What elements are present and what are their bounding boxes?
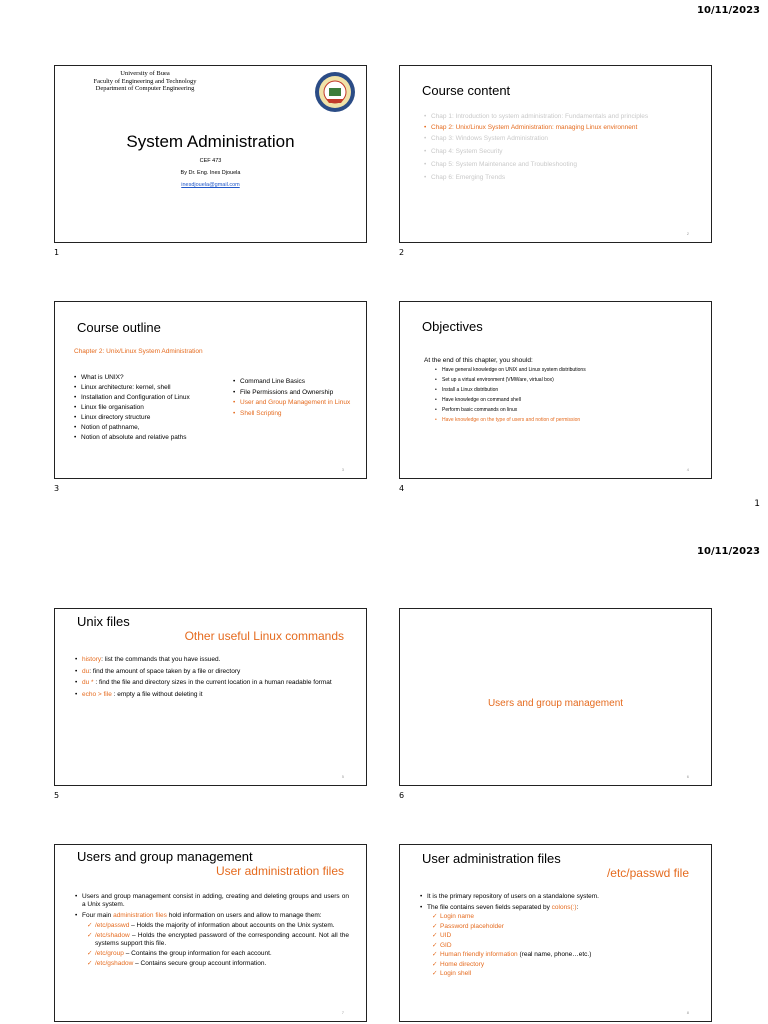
slide-body: [75, 893, 349, 968]
list-item: • Linux architecture: kernel, shell: [74, 383, 234, 393]
slide-5-unix-files[interactable]: [54, 608, 367, 786]
fields-list: [420, 912, 694, 979]
command-desc: : list the commands that you have issued.: [101, 656, 221, 663]
slide-3-course-outline[interactable]: [54, 301, 367, 479]
paragraph: • It is the primary repository of users on a standalone system.: [420, 892, 694, 901]
file-desc: – Contains the group information for each account.: [123, 950, 272, 957]
list-item: • Chap 2: Unix/Linux System Administration: managing Linux environnent: [424, 124, 694, 132]
field-name: GID: [440, 941, 452, 949]
slide-subtitle: /etc/passwd file: [606, 866, 689, 880]
list-item: • Installation and Configuration of Linux: [74, 393, 234, 403]
faculty-name: Faculty of Engineering and Technology: [93, 77, 197, 85]
file-desc: – Holds the encrypted password of the corresponding account. Not all the systems support this file.: [95, 932, 349, 947]
field-name: Home directory: [440, 960, 485, 968]
slide-number: 5: [54, 791, 60, 800]
email-link[interactable]: inesdjouela@gmail.com: [181, 182, 240, 188]
list-item: [87, 960, 349, 968]
list-item: [87, 922, 349, 930]
list-item: [75, 656, 347, 665]
list-item: [432, 922, 694, 932]
list-item: • Chap 3: Windows System Administration: [424, 135, 694, 143]
slide-subtitle: Other useful Linux commands: [184, 629, 344, 643]
slide-footer-number: 2: [686, 231, 689, 236]
list-item: [75, 679, 347, 688]
field-name: UID: [440, 932, 452, 939]
slide-4-objectives[interactable]: [399, 301, 712, 479]
command-desc: : empty a file without deleting it: [111, 690, 203, 698]
file-path: /etc/passwd: [95, 922, 130, 929]
file-desc: – Holds the majority of information about accounts on the Unix system.: [129, 922, 335, 929]
list-item: • Linux file organisation: [74, 403, 234, 413]
list-item: [432, 912, 694, 922]
list-item: [87, 932, 349, 948]
list-item: [432, 931, 694, 941]
file-path: /etc/group: [95, 950, 124, 957]
slide-footer-number: 6: [686, 774, 689, 779]
file-desc: – Contains secure group account information.: [133, 960, 267, 967]
slide-body: [420, 892, 694, 979]
list-item: [432, 960, 694, 970]
slide-8-passwd-file[interactable]: [399, 844, 712, 1022]
course-code: CEF 473: [199, 158, 222, 164]
list-item: • Have knowledge on the type of users and notion of permission: [435, 417, 705, 424]
text-span: The file contains seven fields separated by: [427, 904, 552, 911]
list-item: • Command Line Basics: [233, 378, 365, 387]
list-item: • Chap 1: Introduction to system administration: Fundamentals and principles: [424, 113, 694, 121]
page-number: 1: [754, 499, 760, 509]
objectives-list: [435, 367, 705, 424]
outline-left-list: [74, 373, 234, 443]
text-span: hold information on users and allow to manage them:: [166, 912, 322, 919]
section-title: Users and group management: [487, 698, 624, 709]
slide-number: 3: [54, 484, 60, 493]
paragraph: [420, 903, 694, 912]
list-item: • Set up a virtual environment (VMWare, virtual box): [435, 377, 705, 384]
files-list: [75, 922, 349, 968]
slide-7-users-groups[interactable]: [54, 844, 367, 1022]
command-name: history: [82, 656, 102, 663]
slide-title: User administration files: [422, 851, 561, 866]
list-item: • Shell Scripting: [233, 410, 365, 419]
slide-footer-number: 5: [341, 774, 344, 779]
slide-title: Course outline: [77, 320, 161, 335]
list-item: • Linux directory structure: [74, 413, 234, 423]
list-item: • What is UNIX?: [74, 373, 234, 383]
command-name: du: [82, 667, 90, 675]
list-item: [432, 941, 694, 951]
chapter-list: [424, 113, 694, 182]
field-name: Password placeholder: [440, 922, 504, 930]
list-item: [432, 969, 694, 979]
field-note: (real name, phone…etc.): [517, 951, 592, 958]
list-item: • Have general knowledge on UNIX and Linux system distributions: [435, 367, 705, 374]
field-name: Login name: [440, 913, 474, 920]
slide-title: System Administration: [126, 132, 295, 151]
file-path: /etc/gshadow: [95, 960, 134, 967]
author: By Dr. Eng. Ines Djouela: [180, 170, 241, 176]
outline-right-list: [233, 378, 365, 418]
list-item: • Install a Linux distribution: [435, 387, 705, 394]
list-item: • Have knowledge on command shell: [435, 397, 705, 404]
list-item: [87, 950, 349, 958]
slide-6-section-title[interactable]: [399, 608, 712, 786]
slide-title: Unix files: [77, 614, 130, 629]
command-desc: : find the amount of space taken by a file or directory: [89, 667, 241, 675]
field-name: Human friendly information: [440, 951, 518, 958]
paragraph: • Users and group management consist in adding, creating and deleting groups and users on a Unix system.: [75, 893, 349, 909]
page-date: 10/11/2023: [697, 546, 760, 557]
slide-footer-number: 8: [686, 1010, 689, 1015]
slide-title: Users and group management: [77, 849, 253, 864]
slide-footer-number: 7: [341, 1010, 344, 1015]
list-item: [75, 691, 347, 700]
department-name: Department of Computer Engineering: [95, 85, 195, 92]
university-header: [75, 70, 215, 93]
slide-number: 1: [54, 248, 60, 257]
objectives-intro: At the end of this chapter, you should:: [424, 357, 533, 364]
paragraph: [75, 912, 349, 920]
slide-2-course-content[interactable]: [399, 65, 712, 243]
list-item: • Chap 4: System Security: [424, 148, 694, 156]
slide-subtitle: User administration files: [215, 864, 344, 878]
list-item: [75, 668, 347, 677]
slide-footer-number: 4: [686, 467, 689, 472]
text-span: Four main: [82, 912, 114, 919]
slide-title: Objectives: [422, 319, 483, 334]
slide-title: Course content: [422, 83, 511, 98]
command-name: du *: [82, 679, 94, 686]
list-item: • Chap 5: System Maintenance and Troubleshooting: [424, 161, 694, 169]
highlight-span: administration files: [113, 912, 167, 919]
field-name: Login shell: [440, 970, 472, 977]
list-item: • Chap 6: Emerging Trends: [424, 174, 694, 182]
slide-number: 6: [399, 791, 405, 800]
command-name: echo > file: [82, 690, 112, 698]
command-desc: : find the file and directory sizes in the current location in a human readable format: [93, 679, 332, 686]
list-item: [432, 950, 694, 960]
slide-1-title[interactable]: [54, 65, 367, 243]
commands-list: [75, 656, 347, 699]
list-item: • Perform basic commands on linux: [435, 407, 705, 414]
highlight-span: colons(:): [551, 904, 577, 911]
slide-number: 4: [399, 484, 405, 493]
list-item: • File Permissions and Ownership: [233, 389, 365, 398]
slide-subtitle: Chapter 2: Unix/Linux System Administration: [74, 348, 203, 355]
list-item: • Notion of absolute and relative paths: [74, 433, 234, 443]
list-item: • Notion of pathname,: [74, 423, 234, 433]
university-name: University of Buea: [120, 70, 170, 77]
file-path: /etc/shadow: [95, 932, 130, 939]
slide-footer-number: 3: [341, 467, 344, 472]
page-date: 10/11/2023: [697, 5, 760, 16]
university-seal-icon: [314, 71, 356, 113]
text-span: :: [576, 904, 579, 911]
slide-number: 2: [399, 248, 405, 257]
list-item: • User and Group Management in Linux: [233, 399, 365, 408]
